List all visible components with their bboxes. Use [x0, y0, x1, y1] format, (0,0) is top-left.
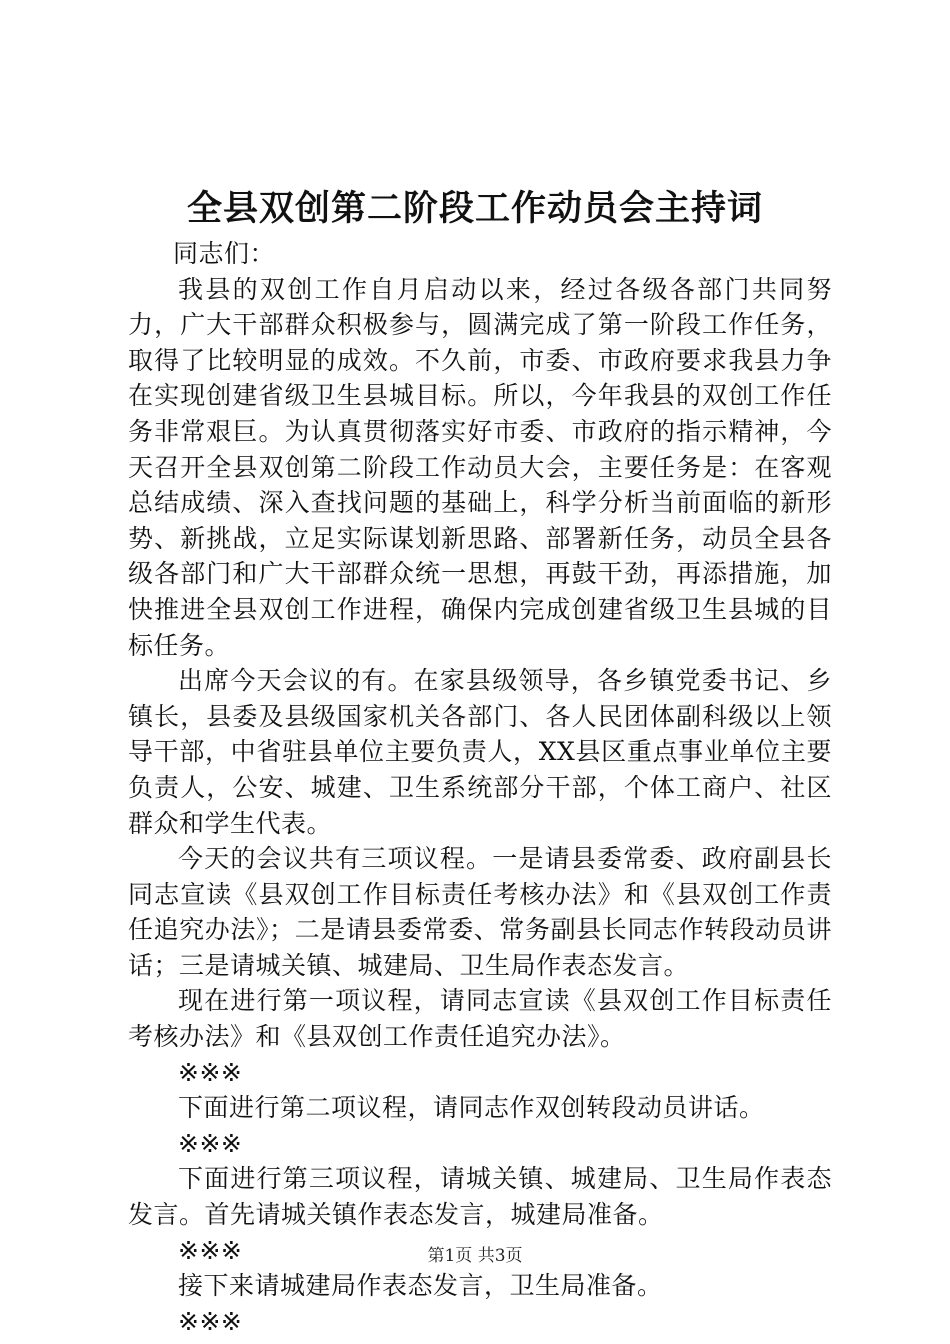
separator-mark: ※※※ [178, 1057, 243, 1087]
separator-mark: ※※※ [178, 1306, 243, 1336]
body-paragraph: 下面进行第二项议程，请同志作双创转段动员讲话。 [178, 1093, 765, 1123]
body-paragraph: 接下来请城建局作表态发言，卫生局准备。 [178, 1271, 663, 1301]
separator-mark: ※※※ [178, 1235, 243, 1265]
body-paragraph: 下面进行第三项议程，请城关镇、城建局、卫生局作表态发言。首先请城关镇作表态发言，城建局准备。 [128, 1164, 832, 1230]
body-paragraph: 现在进行第一项议程，请同志宣读《县双创工作目标责任考核办法》和《县双创工作责任追究办法》。 [128, 986, 832, 1052]
body-paragraph: 我县的双创工作自月启动以来，经过各级各部门共同努力，广大干部群众积极参与，圆满完成了第一阶段工作任务，取得了比较明显的成效。不久前，市委、市政府要求我县力争在实现创建省级卫生县城目标。所以，今年我县的双创工作任务非常艰巨。为认真贯彻落实好市委、市政府的指示精神，今天召开全县双创第二阶段工作动员大会，主要任务是：在客观总结成绩、深入查找问题的基础上，科学分析当前面临的新形势、新挑战，立足实际谋划新思路、部署新任务，动员全县各级各部门和广大干部群众统一思想，再鼓干劲，再添措施，加快推进全县双创工作进程，确保内完成创建省级卫生县城的目标任务。 [128, 274, 832, 660]
document-title: 全县双创第二阶段工作动员会主持词 [186, 188, 763, 229]
separator-mark: ※※※ [178, 1128, 243, 1158]
greeting-paragraph: 同志们： [173, 239, 276, 268]
body-paragraph: 出席今天会议的有。在家县级领导，各乡镇党委书记、乡镇长，县委及县级国家机关各部门、各人民团体副科级以上领导干部，中省驻县单位主要负责人，XX县区重点事业单位主要负责人，公安、城建、卫生系统部分干部，个体工商户、社区群众和学生代表。 [128, 666, 832, 838]
document-body [128, 236, 832, 1339]
page-number-footer: 第1页 共3页 [427, 1246, 523, 1266]
body-paragraph: 今天的会议共有三项议程。一是请县委常委、政府副县长同志宣读《县双创工作目标责任考核办法》和《县双创工作责任追究办法》；二是请县委常委、常务副县长同志作转段动员讲话；三是请城关镇、城建局、卫生局作表态发言。 [128, 844, 832, 980]
